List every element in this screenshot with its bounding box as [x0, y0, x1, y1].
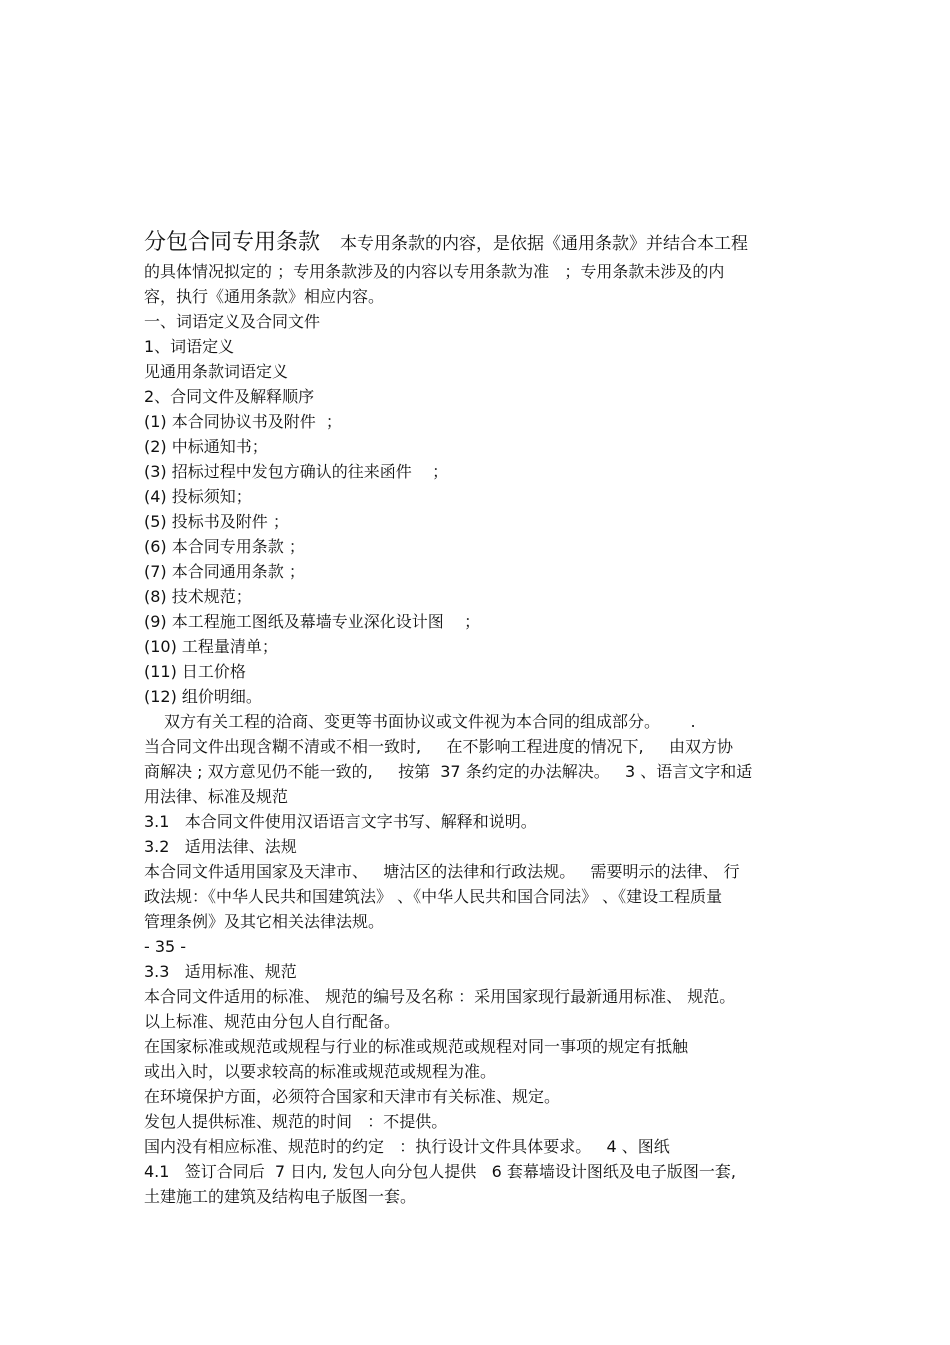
- subsection-heading: 3.3 适用标准、规范: [144, 962, 297, 981]
- subsection-heading: 3.2 适用法律、法规: [144, 837, 297, 856]
- document-title: 分包合同专用条款: [144, 230, 321, 255]
- list-item: (10) 工程量清单；: [144, 637, 278, 656]
- text-line: 在环境保护方面，必须符合国家和天津市有关标准、规定。: [144, 1087, 561, 1106]
- list-item: (7) 本合同通用条款 ；: [144, 562, 305, 581]
- section-heading: 一、词语定义及合同文件: [144, 312, 321, 331]
- subsection-heading: 2、合同文件及解释顺序: [144, 387, 315, 406]
- text-line: 的具体情况拟定的 ；专用条款涉及的内容以专用条款为准 ；专用条款未涉及的内: [144, 262, 725, 281]
- text-line: 容，执行《通用条款》相应内容。: [144, 287, 385, 306]
- document-body: [144, 228, 814, 1209]
- text-line: 见通用条款词语定义: [144, 362, 289, 381]
- page-number: - 35 -: [144, 937, 187, 956]
- list-item: (6) 本合同专用条款 ；: [144, 537, 305, 556]
- text-line: 发包人提供标准、规范的时间 ：不提供。: [144, 1112, 448, 1131]
- text-line: 用法律、标准及规范: [144, 787, 289, 806]
- list-item: (8) 技术规范；: [144, 587, 252, 606]
- list-item: (2) 中标通知书；: [144, 437, 268, 456]
- list-item: (1) 本合同协议书及附件 ；: [144, 412, 342, 431]
- text-line: 政法规：《中华人民共和国建筑法》 、《中华人民共和国合同法》 、《建设工程质量: [144, 887, 723, 906]
- text-line: 或出入时，以要求较高的标准或规范或规程为准。: [144, 1062, 497, 1081]
- text-line: 土建施工的建筑及结构电子版图一套。: [144, 1187, 417, 1206]
- intro-text: 本专用条款的内容，是依据《通用条款》并结合本工程: [340, 234, 749, 254]
- text-line: 本合同文件适用的标准、 规范的编号及名称 ：采用国家现行最新通用标准、 规范。: [144, 987, 736, 1006]
- subsection-heading: 3.1 本合同文件使用汉语语言文字书写、解释和说明。: [144, 812, 537, 831]
- text-line: 国内没有相应标准、规范时的约定 ：执行设计文件具体要求。 4 、图纸: [144, 1137, 670, 1156]
- subsection-heading: 1、词语定义: [144, 337, 235, 356]
- text-line: 以上标准、规范由分包人自行配备。: [144, 1012, 401, 1031]
- text-line: 4.1 签订合同后 7 日内, 发包人向分包人提供 6 套幕墙设计图纸及电子版图一套,: [144, 1162, 736, 1181]
- list-item: (12) 组价明细。: [144, 687, 262, 706]
- list-item: (11) 日工价格: [144, 662, 246, 681]
- text-line: 在国家标准或规范或规程与行业的标准或规范或规程对同一事项的规定有抵触: [144, 1037, 689, 1056]
- list-item: (4) 投标须知；: [144, 487, 252, 506]
- list-item: (9) 本工程施工图纸及幕墙专业深化设计图 ；: [144, 612, 481, 631]
- list-item: (5) 投标书及附件 ；: [144, 512, 289, 531]
- text-line: 管理条例》及其它相关法律法规。: [144, 912, 385, 931]
- title-line: [144, 228, 814, 259]
- text-line: 本合同文件适用国家及天津市、 塘沽区的法律和行政法规。 需要明示的法律、 行: [144, 862, 740, 881]
- text-line: 当合同文件出现含糊不清或不相一致时, 在不影响工程进度的情况下, 由双方协: [144, 737, 734, 756]
- text-line: 双方有关工程的洽商、变更等书面协议或文件视为本合同的组成部分。 .: [164, 712, 696, 731]
- list-item: (3) 招标过程中发包方确认的往来函件 ；: [144, 462, 449, 481]
- text-line: 商解决 ; 双方意见仍不能一致的, 按第 37 条约定的办法解决。 3 、语言文字和适: [144, 762, 753, 781]
